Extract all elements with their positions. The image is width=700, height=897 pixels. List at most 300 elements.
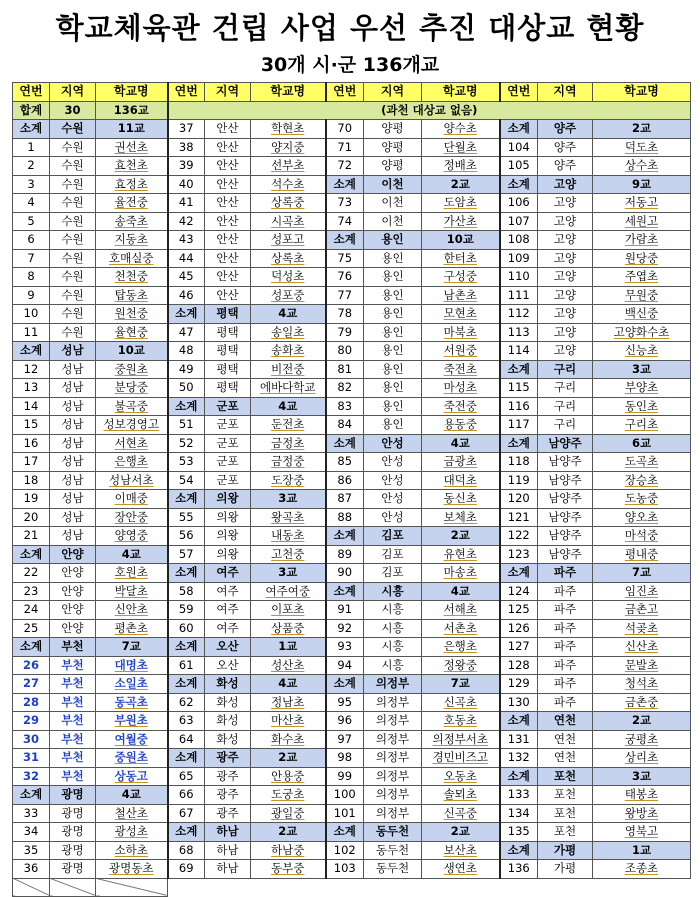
region-cell: 수원 <box>50 305 96 324</box>
number-cell: 134 <box>500 804 538 823</box>
region-cell: 부천 <box>50 749 96 768</box>
region-cell: 안양 <box>50 582 96 601</box>
number-cell: 69 <box>168 860 205 879</box>
region-cell: 하남 <box>205 841 251 860</box>
page-subtitle: 30개 시·군 136개교 <box>260 54 440 76</box>
school-name-cell: 효천초 <box>96 157 168 176</box>
region-cell: 시흥 <box>364 656 422 675</box>
region-cell: 성남 <box>50 527 96 546</box>
number-cell: 3 <box>13 175 50 194</box>
school-name-cell: 보산초 <box>422 841 500 860</box>
column-header: 지역 <box>538 83 593 102</box>
subtotal-cell: 소계 <box>168 749 205 768</box>
region-cell: 화성 <box>205 712 251 731</box>
subtotal-cell: 1교 <box>593 841 691 860</box>
school-name-cell: 도암초 <box>422 194 500 213</box>
region-cell: 고양 <box>538 194 593 213</box>
column-header: 연번 <box>168 83 205 102</box>
school-name-cell: 탑동초 <box>96 286 168 305</box>
region-cell: 안산 <box>205 249 251 268</box>
number-cell: 46 <box>168 286 205 305</box>
number-cell: 118 <box>500 453 538 472</box>
school-name-cell: 원당중 <box>593 249 691 268</box>
region-cell: 광주 <box>205 767 251 786</box>
number-cell: 113 <box>500 323 538 342</box>
subtotal-cell: 10교 <box>96 342 168 361</box>
region-cell: 광명 <box>50 841 96 860</box>
school-name-cell: 마석중 <box>593 527 691 546</box>
number-cell: 117 <box>500 416 538 435</box>
number-cell: 25 <box>13 619 50 638</box>
subtotal-cell: 소계 <box>500 434 538 453</box>
number-cell: 75 <box>326 249 364 268</box>
region-cell: 안산 <box>205 286 251 305</box>
total-count: 30 <box>50 101 96 120</box>
school-name-cell: 평내중 <box>593 545 691 564</box>
number-cell: 87 <box>326 490 364 509</box>
subtotal-cell: 연천 <box>538 712 593 731</box>
number-cell: 37 <box>168 120 205 139</box>
school-name-cell: 시곡초 <box>251 212 326 231</box>
region-cell: 용인 <box>364 416 422 435</box>
school-name-cell: 안용중 <box>251 767 326 786</box>
region-cell: 수원 <box>50 268 96 287</box>
number-cell: 99 <box>326 767 364 786</box>
subtotal-cell: 안성 <box>364 434 422 453</box>
total-label: 합계 <box>13 101 50 120</box>
subtotal-cell: 소계 <box>168 305 205 324</box>
subtotal-cell: 2교 <box>422 175 500 194</box>
school-name-cell: 장안중 <box>96 508 168 527</box>
subtotal-cell: 7교 <box>96 638 168 657</box>
number-cell: 53 <box>168 453 205 472</box>
region-cell: 양평 <box>364 157 422 176</box>
school-name-cell: 보체초 <box>422 508 500 527</box>
school-name-cell: 분당중 <box>96 379 168 398</box>
region-cell: 여주 <box>205 601 251 620</box>
school-name-cell: 문발초 <box>593 656 691 675</box>
school-name-cell: 호매실중 <box>96 249 168 268</box>
region-cell: 파주 <box>538 693 593 712</box>
school-name-cell: 금촌중 <box>593 693 691 712</box>
number-cell: 127 <box>500 638 538 657</box>
region-cell: 수원 <box>50 286 96 305</box>
number-cell: 2 <box>13 157 50 176</box>
region-cell: 부천 <box>50 730 96 749</box>
region-cell: 가평 <box>538 860 593 879</box>
subtotal-cell: 소계 <box>326 175 364 194</box>
school-name-cell: 저동고 <box>593 194 691 213</box>
region-cell: 안양 <box>50 619 96 638</box>
number-cell: 135 <box>500 823 538 842</box>
number-cell: 43 <box>168 231 205 250</box>
school-name-cell: 태봉초 <box>593 786 691 805</box>
school-name-cell: 조종초 <box>593 860 691 879</box>
region-cell: 고양 <box>538 268 593 287</box>
school-name-cell: 덕성초 <box>251 268 326 287</box>
header-row <box>13 83 691 102</box>
subtotal-cell: 평택 <box>205 305 251 324</box>
column-header: 학교명 <box>96 83 168 102</box>
number-cell: 103 <box>326 860 364 879</box>
region-cell: 용인 <box>364 360 422 379</box>
number-cell: 136 <box>500 860 538 879</box>
region-cell: 남양주 <box>538 453 593 472</box>
subtotal-cell: 3교 <box>251 490 326 509</box>
region-cell: 포천 <box>538 804 593 823</box>
number-cell: 55 <box>168 508 205 527</box>
region-cell: 남양주 <box>538 490 593 509</box>
school-name-cell: 남촌초 <box>422 286 500 305</box>
number-cell: 109 <box>500 249 538 268</box>
number-cell: 70 <box>326 120 364 139</box>
region-cell: 성남 <box>50 360 96 379</box>
number-cell: 50 <box>168 379 205 398</box>
subtotal-cell: 소계 <box>326 231 364 250</box>
region-cell: 오산 <box>205 656 251 675</box>
school-name-cell: 상록초 <box>251 249 326 268</box>
subtotal-cell: 3교 <box>593 767 691 786</box>
region-cell: 부천 <box>50 693 96 712</box>
school-name-cell: 박달초 <box>96 582 168 601</box>
school-name-cell: 부양초 <box>593 379 691 398</box>
region-cell: 수원 <box>50 323 96 342</box>
school-name-cell: 성보경영고 <box>96 416 168 435</box>
region-cell: 여주 <box>205 582 251 601</box>
number-cell: 57 <box>168 545 205 564</box>
region-cell: 포천 <box>538 786 593 805</box>
school-name-cell: 이포초 <box>251 601 326 620</box>
table-row <box>13 397 691 416</box>
number-cell: 48 <box>168 342 205 361</box>
school-name-cell: 모현초 <box>422 305 500 324</box>
subtotal-cell: 소계 <box>168 823 205 842</box>
column-header: 연번 <box>326 83 364 102</box>
number-cell: 130 <box>500 693 538 712</box>
school-name-cell: 신산초 <box>593 638 691 657</box>
subtotal-cell: 오산 <box>205 638 251 657</box>
region-cell: 용인 <box>364 323 422 342</box>
number-cell: 126 <box>500 619 538 638</box>
region-cell: 용인 <box>364 379 422 398</box>
school-name-cell: 하남중 <box>251 841 326 860</box>
school-name-cell: 부원초 <box>96 712 168 731</box>
number-cell: 80 <box>326 342 364 361</box>
number-cell: 119 <box>500 471 538 490</box>
school-name-cell: 송화초 <box>251 342 326 361</box>
subtotal-cell: 의왕 <box>205 490 251 509</box>
region-cell: 양평 <box>364 138 422 157</box>
subtotal-cell: 포천 <box>538 767 593 786</box>
school-name-cell: 단월초 <box>422 138 500 157</box>
region-cell: 의정부 <box>364 730 422 749</box>
number-cell: 47 <box>168 323 205 342</box>
region-cell: 평택 <box>205 360 251 379</box>
school-name-cell: 정왕중 <box>422 656 500 675</box>
table-row <box>13 323 691 342</box>
number-cell: 44 <box>168 249 205 268</box>
school-name-cell: 의정부서초 <box>422 730 500 749</box>
subtotal-cell: 2교 <box>593 712 691 731</box>
school-name-cell: 무원중 <box>593 286 691 305</box>
empty-cell <box>13 878 50 897</box>
number-cell: 24 <box>13 601 50 620</box>
table-row <box>13 120 691 139</box>
empty-cell <box>96 878 168 897</box>
region-cell: 광명 <box>50 860 96 879</box>
subtotal-cell: 소계 <box>13 120 50 139</box>
school-name-cell: 도장중 <box>251 471 326 490</box>
region-cell: 양주 <box>538 157 593 176</box>
school-name-cell: 성남서초 <box>96 471 168 490</box>
number-cell: 73 <box>326 194 364 213</box>
number-cell: 125 <box>500 601 538 620</box>
table-row <box>13 786 691 805</box>
region-cell: 성남 <box>50 416 96 435</box>
subtotal-cell: 김포 <box>364 527 422 546</box>
region-cell: 광주 <box>205 786 251 805</box>
number-cell: 32 <box>13 767 50 786</box>
school-name-cell: 지동초 <box>96 231 168 250</box>
region-cell: 광주 <box>205 804 251 823</box>
table-row <box>13 675 691 694</box>
school-name-cell: 고양화수초 <box>593 323 691 342</box>
table-row <box>13 601 691 620</box>
number-cell: 128 <box>500 656 538 675</box>
subtotal-cell: 소계 <box>500 767 538 786</box>
school-name-cell: 중원초 <box>96 360 168 379</box>
region-cell: 시흥 <box>364 601 422 620</box>
region-cell: 수원 <box>50 175 96 194</box>
subtotal-cell: 안양 <box>50 545 96 564</box>
number-cell: 78 <box>326 305 364 324</box>
number-cell: 38 <box>168 138 205 157</box>
number-cell: 30 <box>13 730 50 749</box>
school-name-cell: 세원고 <box>593 212 691 231</box>
subtotal-cell: 소계 <box>326 582 364 601</box>
school-name-cell: 소일초 <box>96 675 168 694</box>
school-name-cell: 궁평초 <box>593 730 691 749</box>
school-name-cell: 율전중 <box>96 194 168 213</box>
subtotal-cell: 소계 <box>500 841 538 860</box>
school-name-cell: 성산초 <box>251 656 326 675</box>
number-cell: 91 <box>326 601 364 620</box>
table-row <box>13 693 691 712</box>
school-name-cell: 주엽초 <box>593 268 691 287</box>
number-cell: 36 <box>13 860 50 879</box>
number-cell: 58 <box>168 582 205 601</box>
subtotal-cell: 용인 <box>364 231 422 250</box>
school-name-cell: 금정중 <box>251 453 326 472</box>
school-name-cell: 한터초 <box>422 249 500 268</box>
school-name-cell: 청석초 <box>593 675 691 694</box>
region-cell: 파주 <box>538 601 593 620</box>
region-cell: 남양주 <box>538 508 593 527</box>
subtotal-cell: 하남 <box>205 823 251 842</box>
school-name-cell: 마산초 <box>251 712 326 731</box>
subtotal-cell: 2교 <box>251 749 326 768</box>
region-cell: 파주 <box>538 638 593 657</box>
number-cell: 71 <box>326 138 364 157</box>
subtotal-cell: 수원 <box>50 120 96 139</box>
number-cell: 16 <box>13 434 50 453</box>
school-name-cell: 왕곡초 <box>251 508 326 527</box>
school-name-cell: 상동고 <box>96 767 168 786</box>
number-cell: 18 <box>13 471 50 490</box>
number-cell: 107 <box>500 212 538 231</box>
number-cell: 93 <box>326 638 364 657</box>
subtotal-cell: 7교 <box>422 675 500 694</box>
empty-cell <box>50 878 96 897</box>
school-name-cell: 대덕초 <box>422 471 500 490</box>
region-cell: 고양 <box>538 323 593 342</box>
school-name-cell: 정배초 <box>422 157 500 176</box>
column-header: 학교명 <box>593 83 691 102</box>
number-cell: 26 <box>13 656 50 675</box>
number-cell: 6 <box>13 231 50 250</box>
number-cell: 27 <box>13 675 50 694</box>
school-name-cell: 죽전초 <box>422 360 500 379</box>
number-cell: 35 <box>13 841 50 860</box>
region-cell: 군포 <box>205 416 251 435</box>
column-header: 지역 <box>50 83 96 102</box>
school-name-cell: 양수초 <box>422 120 500 139</box>
region-cell: 수원 <box>50 231 96 250</box>
number-cell: 79 <box>326 323 364 342</box>
region-cell: 부천 <box>50 675 96 694</box>
number-cell: 8 <box>13 268 50 287</box>
number-cell: 23 <box>13 582 50 601</box>
school-name-cell: 동곡초 <box>96 693 168 712</box>
region-cell: 고양 <box>538 212 593 231</box>
region-cell: 하남 <box>205 860 251 879</box>
number-cell: 39 <box>168 157 205 176</box>
school-name-cell: 생연초 <box>422 860 500 879</box>
region-cell: 남양주 <box>538 545 593 564</box>
number-cell: 112 <box>500 305 538 324</box>
region-cell: 이천 <box>364 194 422 213</box>
region-cell: 양주 <box>538 138 593 157</box>
subtotal-cell: 소계 <box>168 564 205 583</box>
school-name-cell: 철산초 <box>96 804 168 823</box>
region-cell: 구리 <box>538 379 593 398</box>
column-header: 연번 <box>500 83 538 102</box>
school-name-cell: 화수초 <box>251 730 326 749</box>
number-cell: 68 <box>168 841 205 860</box>
region-cell: 고양 <box>538 249 593 268</box>
region-cell: 부천 <box>50 712 96 731</box>
region-cell: 성남 <box>50 471 96 490</box>
subtotal-cell: 2교 <box>593 120 691 139</box>
number-cell: 129 <box>500 675 538 694</box>
region-cell: 용인 <box>364 397 422 416</box>
region-cell: 군포 <box>205 471 251 490</box>
table-row <box>13 860 691 879</box>
school-name-cell: 에바다학교 <box>251 379 326 398</box>
region-cell: 파주 <box>538 619 593 638</box>
region-cell: 의정부 <box>364 693 422 712</box>
region-cell: 화성 <box>205 693 251 712</box>
table-row <box>13 749 691 768</box>
school-name-cell: 천천중 <box>96 268 168 287</box>
number-cell: 108 <box>500 231 538 250</box>
table-row <box>13 416 691 435</box>
subtotal-cell: 소계 <box>13 638 50 657</box>
region-cell: 동두천 <box>364 841 422 860</box>
region-cell: 동두천 <box>364 860 422 879</box>
page-title: 학교체육관 건립 사업 우선 추진 대상교 현황 <box>55 11 645 45</box>
region-cell: 안산 <box>205 138 251 157</box>
school-name-cell: 신곡초 <box>422 693 500 712</box>
school-name-cell: 성포고 <box>251 231 326 250</box>
number-cell: 42 <box>168 212 205 231</box>
school-name-cell: 오동초 <box>422 767 500 786</box>
subtotal-cell: 소계 <box>13 342 50 361</box>
school-name-cell: 신능초 <box>593 342 691 361</box>
number-cell: 5 <box>13 212 50 231</box>
region-cell: 파주 <box>538 675 593 694</box>
total-note: (과천 대상교 없음) <box>168 101 691 120</box>
number-cell: 76 <box>326 268 364 287</box>
region-cell: 수원 <box>50 194 96 213</box>
school-name-cell: 솔뫼초 <box>422 786 500 805</box>
subtotal-cell: 구리 <box>538 360 593 379</box>
subtotal-cell: 9교 <box>593 175 691 194</box>
table-row <box>13 434 691 453</box>
region-cell: 성남 <box>50 397 96 416</box>
subtotal-cell: 11교 <box>96 120 168 139</box>
subtotal-cell: 가평 <box>538 841 593 860</box>
school-name-cell: 왕방초 <box>593 804 691 823</box>
school-name-cell: 마성초 <box>422 379 500 398</box>
school-name-cell: 임진초 <box>593 582 691 601</box>
region-cell: 고양 <box>538 231 593 250</box>
number-cell: 100 <box>326 786 364 805</box>
subtotal-cell: 성남 <box>50 342 96 361</box>
number-cell: 131 <box>500 730 538 749</box>
number-cell: 115 <box>500 379 538 398</box>
school-name-cell: 백신중 <box>593 305 691 324</box>
subtotal-cell: 소계 <box>326 823 364 842</box>
number-cell: 54 <box>168 471 205 490</box>
region-cell: 용인 <box>364 268 422 287</box>
region-cell: 구리 <box>538 397 593 416</box>
region-cell: 안산 <box>205 268 251 287</box>
column-header: 학교명 <box>251 83 326 102</box>
school-name-cell: 이매중 <box>96 490 168 509</box>
region-cell: 여주 <box>205 619 251 638</box>
region-cell: 안산 <box>205 157 251 176</box>
school-name-cell: 비전중 <box>251 360 326 379</box>
school-name-cell: 가산초 <box>422 212 500 231</box>
number-cell: 83 <box>326 397 364 416</box>
subtotal-cell: 소계 <box>168 490 205 509</box>
school-name-cell: 용동중 <box>422 416 500 435</box>
number-cell: 110 <box>500 268 538 287</box>
region-cell: 고양 <box>538 342 593 361</box>
school-name-cell: 원천중 <box>96 305 168 324</box>
subtotal-cell: 양주 <box>538 120 593 139</box>
region-cell: 용인 <box>364 342 422 361</box>
subtotal-cell: 군포 <box>205 397 251 416</box>
school-name-cell: 마북초 <box>422 323 500 342</box>
subtotal-cell: 7교 <box>593 564 691 583</box>
number-cell: 56 <box>168 527 205 546</box>
region-cell: 안성 <box>364 471 422 490</box>
number-cell: 20 <box>13 508 50 527</box>
school-name-cell: 유현초 <box>422 545 500 564</box>
number-cell: 4 <box>13 194 50 213</box>
